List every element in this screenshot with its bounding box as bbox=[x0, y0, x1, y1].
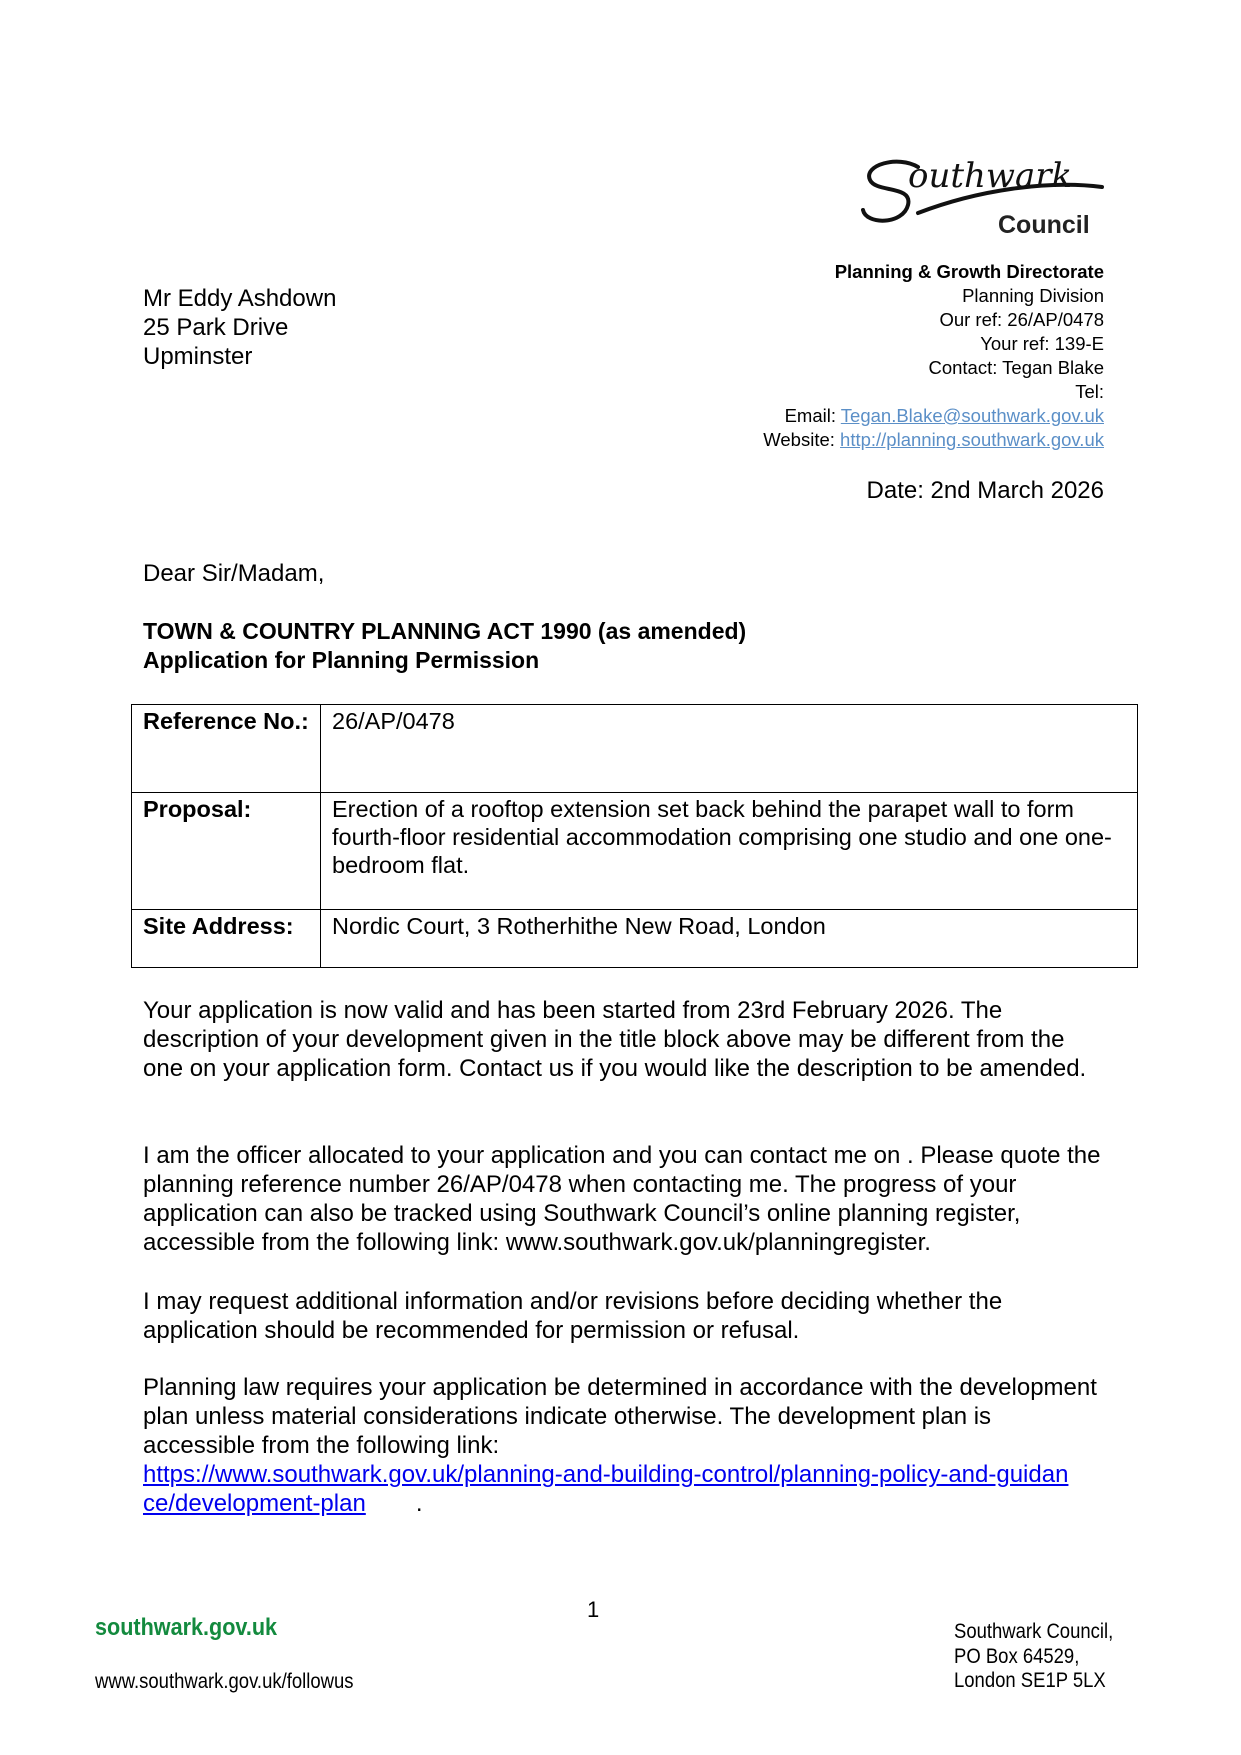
our-ref: Our ref: 26/AP/0478 bbox=[939, 309, 1104, 330]
footer-address-line: London SE1P 5LX bbox=[954, 1669, 1106, 1692]
paragraph-planning-law bbox=[143, 1373, 1103, 1518]
svg-text:Council: Council bbox=[998, 211, 1090, 239]
directorate: Planning & Growth Directorate bbox=[834, 261, 1104, 282]
footer-site: southwark.gov.uk bbox=[95, 1614, 278, 1641]
your-ref: Your ref: 139-E bbox=[980, 333, 1104, 354]
table-row bbox=[132, 793, 1138, 910]
tel: Tel: bbox=[1075, 381, 1104, 402]
table-row bbox=[132, 705, 1138, 793]
table-row bbox=[132, 910, 1138, 968]
footer-address-line: Southwark Council, bbox=[954, 1620, 1114, 1643]
website-link[interactable]: http://planning.southwark.gov.uk bbox=[840, 429, 1104, 450]
row-value: 26/AP/0478 bbox=[321, 705, 1138, 793]
row-value: Nordic Court, 3 Rotherhithe New Road, London bbox=[321, 910, 1138, 968]
division: Planning Division bbox=[962, 285, 1104, 306]
heading-act: TOWN & COUNTRY PLANNING ACT 1990 (as amended) bbox=[143, 618, 747, 644]
letter-date: Date: 2nd March 2026 bbox=[866, 477, 1104, 504]
row-label: Site Address: bbox=[132, 910, 321, 968]
email-link[interactable]: Tegan.Blake@southwark.gov.uk bbox=[840, 405, 1104, 426]
planning-law-text: Planning law requires your application be determined in accordance with the development plan unless material considerations indicate otherwise. The development plan is accessible from the following link: bbox=[143, 1374, 1097, 1459]
footer-followus: www.southwark.gov.uk/followus bbox=[95, 1670, 354, 1693]
row-value: Erection of a rooftop extension set back behind the parapet wall to form fourth-floor residential accommodation comprising one studio and one one-bedroom flat. bbox=[321, 793, 1138, 910]
paragraph-revisions: I may request additional information and/or revisions before deciding whether the application should be recommended for permission or refusal. bbox=[143, 1288, 1003, 1344]
sender-details bbox=[763, 260, 1104, 452]
letter-heading bbox=[143, 617, 746, 675]
paragraph-validity: Your application is now valid and has been started from 23rd February 2026. The description of your development given in the title block above may be different from the one on your application form. Contact us if you would like the description to be amended. bbox=[143, 997, 1087, 1082]
page-number: 1 bbox=[587, 1597, 600, 1622]
email-label: Email: bbox=[784, 405, 841, 426]
application-details-table bbox=[131, 704, 1138, 968]
recipient-street: 25 Park Drive bbox=[143, 314, 289, 341]
contact: Contact: Tegan Blake bbox=[928, 357, 1104, 378]
paragraph-officer: I am the officer allocated to your application and you can contact me on . Please quote the planning reference number 26/AP/0478 when contacting me. The progress of your application can also be tracked using Southwark Council’s online planning register, accessible from the following link: www.southwark.gov.uk/planningregister. bbox=[143, 1142, 1101, 1256]
recipient-address bbox=[143, 284, 336, 371]
southwark-council-logo bbox=[858, 125, 1108, 243]
salutation: Dear Sir/Madam, bbox=[143, 560, 325, 587]
trailing-period: . bbox=[415, 1490, 423, 1517]
svg-text:outhwark: outhwark bbox=[908, 156, 1073, 196]
row-label: Proposal: bbox=[132, 793, 321, 910]
development-plan-link[interactable]: https://www.southwark.gov.uk/planning-and-building-control/planning-policy-and-guidance/development-plan bbox=[143, 1461, 1069, 1517]
footer-address-line: PO Box 64529, bbox=[954, 1644, 1080, 1668]
footer-address bbox=[954, 1620, 1113, 1694]
recipient-name: Mr Eddy Ashdown bbox=[143, 285, 337, 312]
recipient-town: Upminster bbox=[143, 343, 253, 370]
heading-application: Application for Planning Permission bbox=[143, 647, 540, 673]
row-label: Reference No.: bbox=[132, 705, 321, 793]
website-label: Website: bbox=[763, 429, 841, 450]
